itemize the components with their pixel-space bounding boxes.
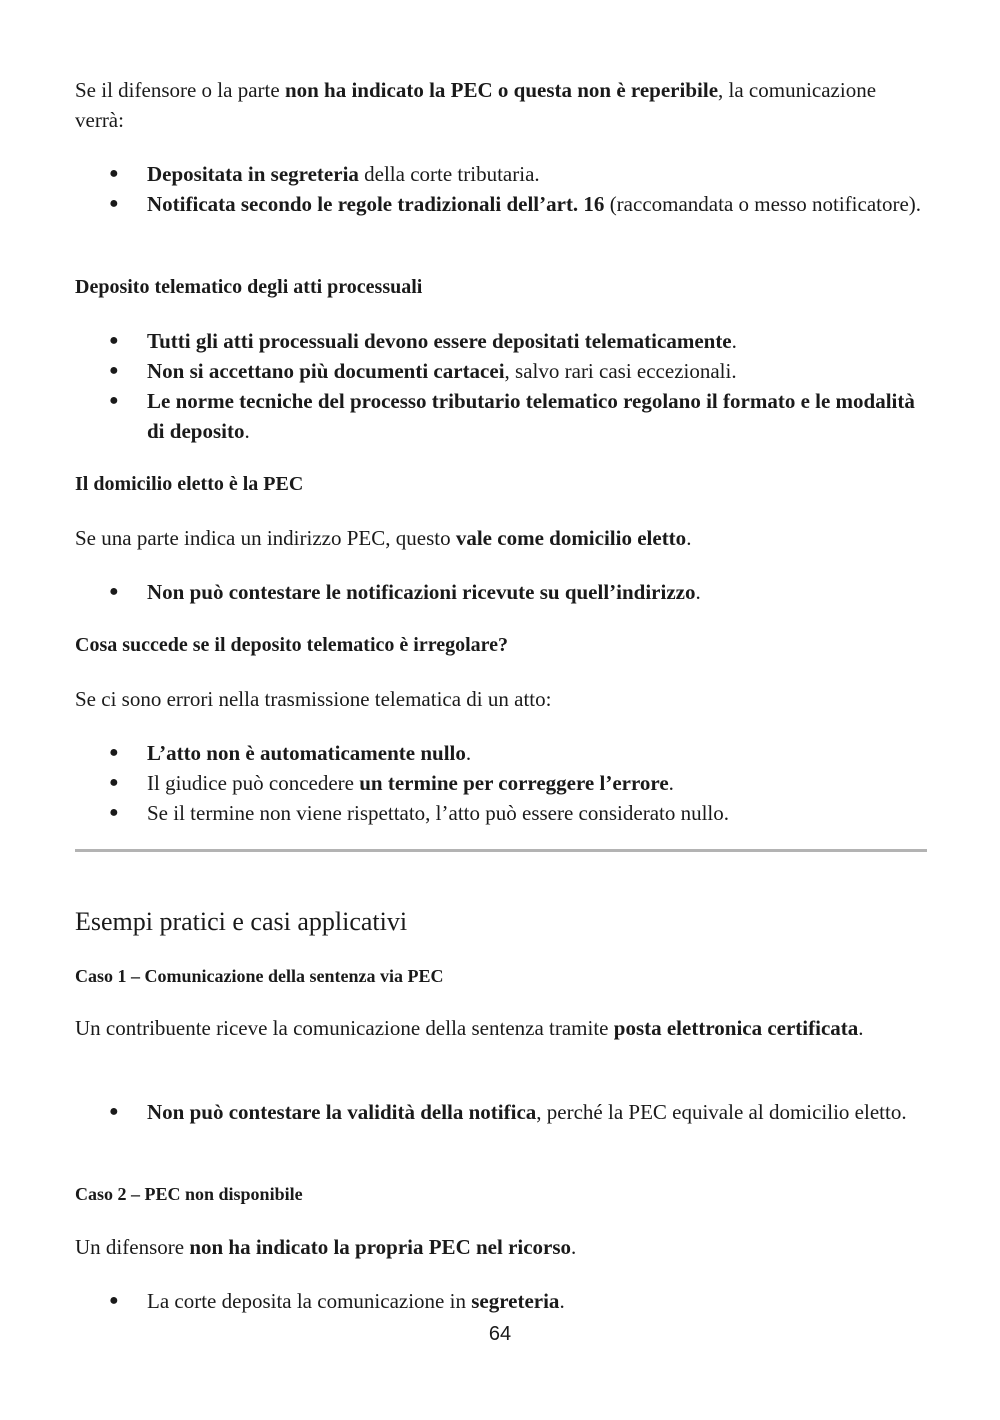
list-item <box>75 1286 927 1316</box>
bullet-icon: ● <box>109 774 119 791</box>
bold-text: Non può contestare le notificazioni ricevute su quell’indirizzo <box>147 580 696 604</box>
bold-text: segreteria <box>471 1289 560 1313</box>
text: Se il termine non viene rispettato, l’atto può essere considerato nullo. <box>147 801 730 825</box>
paragraph-caso-1 <box>75 1013 927 1043</box>
section-title-esempi: Esempi pratici e casi applicativi <box>75 907 408 936</box>
bold-text: posta elettronica certificata <box>613 1016 859 1040</box>
paragraph-domicilio <box>75 523 927 553</box>
bold-text: Le norme tecniche del processo tributario telematico regolano il formato e le modalità di deposito <box>147 389 915 443</box>
bullet-icon: ● <box>109 744 119 761</box>
paragraph-errori: Se ci sono errori nella trasmissione telematica di un atto: <box>75 687 552 711</box>
bold-text: vale come domicilio eletto <box>455 526 687 550</box>
bold-text: non ha indicato la propria PEC nel ricorso <box>189 1235 572 1259</box>
paragraph-pec-non-indicata <box>75 75 927 135</box>
bullet-list-deposito <box>75 326 927 446</box>
paragraph-caso-2 <box>75 1232 927 1262</box>
list-item <box>75 326 927 356</box>
bold-text: L’atto non è automaticamente nullo <box>147 741 466 765</box>
text: . <box>571 1235 577 1259</box>
text: Se una parte indica un indirizzo PEC, questo <box>75 526 456 550</box>
bold-text: Non si accettano più documenti cartacei <box>147 359 505 383</box>
bold-text: Tutti gli atti processuali devono essere depositati telematicamente <box>147 329 732 353</box>
bullet-list-caso-1 <box>75 1097 927 1127</box>
text: Il giudice può concedere <box>147 771 360 795</box>
text: , la comunicazione verrà: <box>75 78 877 132</box>
bullet-icon: ● <box>109 195 119 212</box>
text: . <box>695 580 701 604</box>
horizontal-divider <box>75 849 927 852</box>
text: . <box>244 419 250 443</box>
bold-text: Non può contestare la validità della notifica <box>147 1100 537 1124</box>
text: Un contribuente riceve la comunicazione della sentenza tramite <box>75 1016 614 1040</box>
text: Un difensore <box>75 1235 190 1259</box>
bold-text: Depositata in segreteria <box>147 162 359 186</box>
heading-caso-2: Caso 2 – PEC non disponibile <box>75 1184 303 1204</box>
text: , perché la PEC equivale al domicilio eletto. <box>536 1100 907 1124</box>
bullet-icon: ● <box>109 392 119 409</box>
text: . <box>559 1289 565 1313</box>
list-item <box>75 159 927 189</box>
text: (raccomandata o messo notificatore). <box>604 192 922 216</box>
heading-caso-1: Caso 1 – Comunicazione della sentenza via PEC <box>75 966 444 986</box>
text: . <box>858 1016 864 1040</box>
list-item <box>75 189 927 219</box>
list-item <box>75 798 927 828</box>
text: . <box>686 526 692 550</box>
bullet-list-errori <box>75 738 927 828</box>
bullet-icon: ● <box>109 1103 119 1120</box>
list-item <box>75 738 927 768</box>
list-item <box>75 1097 927 1127</box>
text: Se il difensore o la parte <box>75 78 285 102</box>
text: della corte tributaria. <box>358 162 540 186</box>
bold-text: non ha indicato la PEC o questa non è reperibile <box>284 78 719 102</box>
text: . <box>465 741 472 765</box>
list-item <box>75 356 927 386</box>
text: , salvo rari casi eccezionali. <box>504 359 737 383</box>
heading-deposito-irregolare: Cosa succede se il deposito telematico è irregolare? <box>75 634 509 656</box>
bold-text: un termine per correggere l’errore <box>359 771 669 795</box>
text: . <box>668 771 674 795</box>
bullet-icon: ● <box>109 583 119 600</box>
list-item <box>75 768 927 798</box>
bullet-list-domicilio <box>75 577 927 607</box>
bullet-icon: ● <box>109 165 119 182</box>
heading-domicilio-eletto: Il domicilio eletto è la PEC <box>75 473 304 495</box>
bullet-list-caso-2 <box>75 1286 927 1316</box>
list-item <box>75 577 927 607</box>
bullet-icon: ● <box>109 332 119 349</box>
bullet-icon: ● <box>109 362 119 379</box>
heading-deposito-telematico: Deposito telematico degli atti processuali <box>75 276 423 298</box>
list-item <box>75 386 927 446</box>
page-number: 64 <box>488 1323 512 1345</box>
text: La corte deposita la comunicazione in <box>147 1289 472 1313</box>
bullet-icon: ● <box>109 1292 119 1309</box>
bullet-list-comunicazione <box>75 159 927 219</box>
bullet-icon: ● <box>109 804 119 821</box>
text: . <box>731 329 737 353</box>
bold-text: Notificata secondo le regole tradizionali dell’art. 16 <box>147 192 605 216</box>
